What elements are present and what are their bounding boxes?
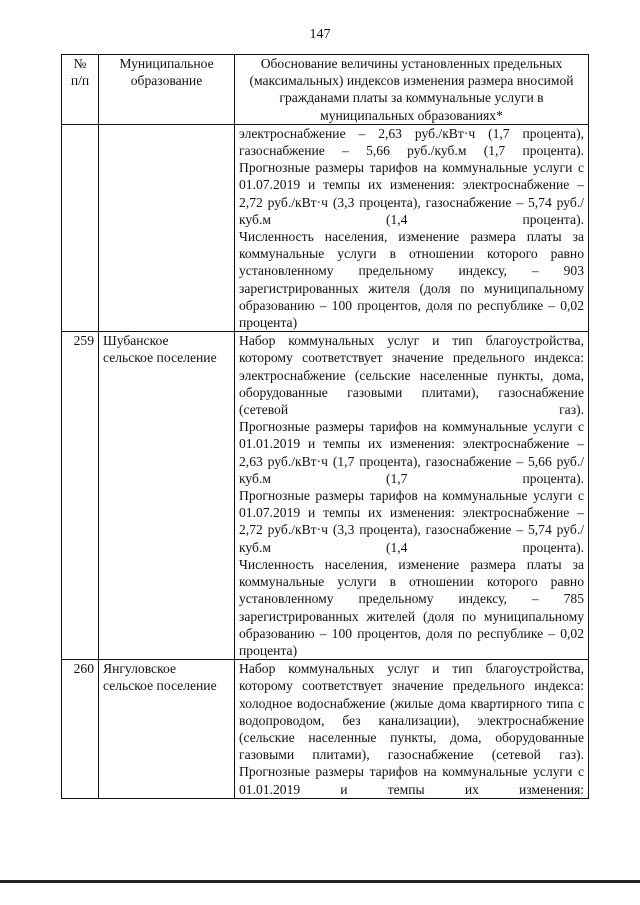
- table-row-260: [62, 660, 589, 799]
- row-number: 259: [62, 332, 99, 660]
- basis-paragraph: Численность населения, изменение размера платы за коммунальные услуги в отношении которого равно установленному предельному индексу, – 903 зарегистрированных жителя (доля по муниципальному образованию – 100 процентов, доля по республике – 0,02 процента): [239, 229, 584, 331]
- header-number-line-2: п/п: [70, 73, 90, 89]
- municipality-name: Янгуловское: [103, 661, 176, 677]
- row-municipality: [99, 124, 235, 331]
- basis-paragraph: Прогнозные размеры тарифов на коммунальные услуги с 01.01.2019 и темпы их изменения:: [239, 764, 584, 797]
- row-basis: [235, 660, 589, 799]
- row-basis: [235, 124, 589, 331]
- row-municipality: [99, 660, 235, 799]
- header-municipality-line-2: образование: [130, 73, 203, 89]
- header-basis: Обоснование величины установленных предельных (максимальных) индексов изменения размера вносимой гражданами платы за коммунальные услуги в муниципальных образованиях*: [235, 55, 589, 125]
- basis-paragraph: Прогнозные размеры тарифов на коммунальные услуги с 01.07.2019 и темпы их изменения: электроснабжение – 2,72 руб./кВт·ч (3,3 процента), газоснабжение – 5,74 руб./куб.м (1,4 процента).: [239, 488, 584, 555]
- header-number-line-1: №: [73, 56, 87, 71]
- row-number: [62, 124, 99, 331]
- basis-paragraph: Набор коммунальных услуг и тип благоустройства, которому соответствует значение предельного индекса: холодное водоснабжение (жилые дома квартирного типа с водопроводом, без канализации), электроснабжение (сельские населенные пункты, дома, оборудованные газовыми плитами), газоснабжение (сетевой газ).: [239, 661, 584, 763]
- basis-paragraph: Набор коммунальных услуг и тип благоустройства, которому соответствует значение предельного индекса: электроснабжение (сельские населенные пункты, дома, оборудованные газовыми плитами), газоснабжение (сетевой газ).: [239, 333, 584, 418]
- table-row-continuation: [62, 124, 589, 331]
- table-header-row: [62, 55, 589, 125]
- basis-paragraph: Прогнозные размеры тарифов на коммунальные услуги с 01.07.2019 и темпы их изменения: электроснабжение – 2,72 руб./кВт·ч (3,3 процента), газоснабжение – 5,74 руб./куб.м (1,4 процента).: [239, 160, 584, 227]
- basis-paragraph: Численность населения, изменение размера платы за коммунальные услуги в отношении которого равно установленному предельному индексу, – 785 зарегистрированных жителей (доля по муниципальному образованию – 100 процентов, доля по республике – 0,02 процента): [239, 556, 584, 658]
- municipality-type: сельское поселение: [103, 678, 217, 694]
- header-number: [62, 55, 99, 125]
- page-number: 147: [309, 27, 331, 42]
- row-number: 260: [62, 660, 99, 799]
- municipality-name: Шубанское: [103, 333, 169, 349]
- table-row-259: [62, 332, 589, 660]
- tariff-table: [61, 54, 589, 799]
- page-bottom-rule: [0, 880, 640, 883]
- header-municipality: [99, 55, 235, 125]
- row-basis: [235, 332, 589, 660]
- row-municipality: [99, 332, 235, 660]
- basis-paragraph: Прогнозные размеры тарифов на коммунальные услуги с 01.01.2019 и темпы их изменения: электроснабжение – 2,63 руб./кВт·ч (1,7 процента), газоснабжение – 5,66 руб./куб.м (1,7 процента).: [239, 419, 584, 486]
- basis-paragraph: электроснабжение – 2,63 руб./кВт·ч (1,7 процента), газоснабжение – 5,66 руб./куб.м (1,7 процента).: [239, 125, 584, 159]
- municipality-type: сельское поселение: [103, 350, 217, 366]
- header-municipality-line-1: Муниципальное: [119, 56, 214, 71]
